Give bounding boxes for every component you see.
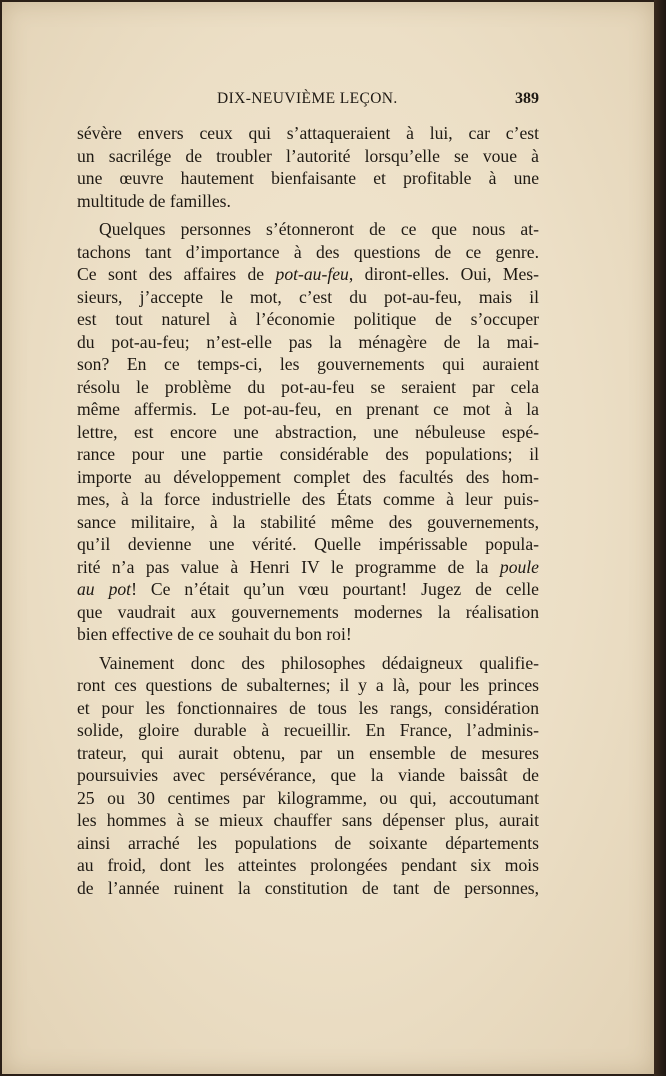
text-line	[77, 308, 539, 331]
text-segment: rité n’a pas value à Henri IV le programme de la	[77, 556, 500, 577]
text-line	[77, 443, 539, 466]
text-line	[77, 353, 539, 376]
text-line	[77, 263, 539, 286]
text-line	[77, 652, 539, 675]
running-head: DIX-NEUVIÈME LEÇON.	[217, 90, 398, 107]
text-segment: ! Ce n’était qu’un vœu pourtant! Jugez de celle	[131, 579, 539, 599]
page-number: 389	[515, 90, 539, 107]
italic-text: poule	[499, 556, 539, 577]
book-page	[2, 2, 654, 1074]
text-line	[77, 556, 539, 579]
text-line	[77, 787, 539, 810]
text-segment: importe au développement complet des facultés des hom-	[77, 466, 539, 487]
text-segment: son? En ce temps-ci, les gouvernements qui auraient	[77, 354, 539, 374]
text-segment: tachons tant d’importance à des questions de ce genre.	[77, 241, 539, 262]
text-line	[77, 742, 539, 765]
text-line	[77, 488, 539, 511]
text-segment: une œuvre hautement bienfaisante et profitable à une	[77, 168, 539, 188]
text-segment: que vaudrait aux gouvernements modernes la réalisation	[77, 601, 539, 622]
text-line	[77, 719, 539, 742]
page-header	[77, 90, 539, 114]
text-segment: même affermis. Le pot-au-feu, en prenant ce mot à la	[77, 399, 539, 419]
text-segment: de l’année ruinent la constitution de tant de personnes,	[77, 877, 539, 898]
text-segment: mes, à la force industrielle des États comme à leur puis-	[77, 489, 539, 509]
text-line	[77, 398, 539, 421]
text-line	[77, 376, 539, 399]
text-line	[77, 122, 539, 145]
text-segment: poursuivies avec persévérance, que la viande baissât de	[77, 765, 539, 785]
text-line	[77, 854, 539, 877]
text-line	[77, 832, 539, 855]
text-segment: au froid, dont les atteintes prolongées pendant six mois	[77, 855, 539, 875]
text-segment: lettre, est encore une abstraction, une nébuleuse espé-	[77, 421, 539, 442]
text-segment: solide, gloire durable à recueillir. En France, l’adminis-	[77, 720, 539, 740]
text-segment: Quelques personnes s’étonneront de ce que nous at-	[99, 219, 539, 239]
text-line	[77, 421, 539, 444]
text-segment: un sacrilége de troubler l’autorité lorsqu’elle se voue à	[77, 145, 539, 166]
text-line	[77, 145, 539, 168]
text-line	[77, 466, 539, 489]
italic-text: pot-au-feu	[275, 264, 349, 284]
text-segment: , diront-elles. Oui, Mes-	[348, 264, 539, 284]
text-segment: est tout naturel à l’économie politique de s’occuper	[77, 309, 539, 329]
text-line	[77, 697, 539, 720]
text-line	[77, 190, 539, 213]
text-segment: les hommes à se mieux chauffer sans dépenser plus, aurait	[77, 810, 539, 830]
text-line	[77, 286, 539, 309]
text-line	[77, 167, 539, 190]
text-segment: sévère envers ceux qui s’attaqueraient à lui, car c’est	[77, 123, 539, 143]
text-line	[77, 877, 539, 900]
text-segment: résolu le problème du pot-au-feu se seraient par cela	[77, 376, 539, 397]
text-line	[77, 241, 539, 264]
text-segment: trateur, qui aurait obtenu, par un ensemble de mesures	[77, 742, 539, 763]
text-line	[77, 218, 539, 241]
text-line	[77, 533, 539, 556]
text-segment: 25 ou 30 centimes par kilogramme, ou qui, accoutumant	[77, 787, 539, 808]
text-segment: du pot-au-feu; n’est-elle pas la ménagère de la mai-	[77, 331, 539, 352]
text-segment: rance pour une partie considérable des populations; il	[77, 444, 539, 464]
text-segment: sance militaire, à la stabilité même des gouvernements,	[77, 511, 539, 532]
text-line	[77, 623, 539, 646]
text-line	[77, 809, 539, 832]
text-segment: multitude de familles.	[77, 190, 231, 211]
text-segment: et pour les fonctionnaires de tous les rangs, considération	[77, 697, 539, 718]
text-segment: bien effective de ce souhait du bon roi!	[77, 624, 352, 644]
text-segment: qu’il devienne une vérité. Quelle impérissable popula-	[77, 534, 539, 554]
text-segment: Ce sont des affaires de	[77, 264, 276, 284]
text-line	[77, 764, 539, 787]
text-segment: sieurs, j’accepte le mot, c’est du pot-au-feu, mais il	[77, 286, 539, 307]
text-line	[77, 511, 539, 534]
text-segment: ainsi arraché les populations de soixante départements	[77, 832, 539, 853]
text-line	[77, 331, 539, 354]
text-line	[77, 674, 539, 697]
text-segment: ront ces questions de subalternes; il y a là, pour les princes	[77, 675, 539, 695]
text-line	[77, 601, 539, 624]
text-segment: Vainement donc des philosophes dédaigneux qualifie-	[99, 652, 539, 673]
italic-text: au pot	[77, 579, 132, 599]
book-spine-edge	[654, 0, 666, 1076]
text-line	[77, 578, 539, 601]
body-text	[77, 122, 539, 899]
